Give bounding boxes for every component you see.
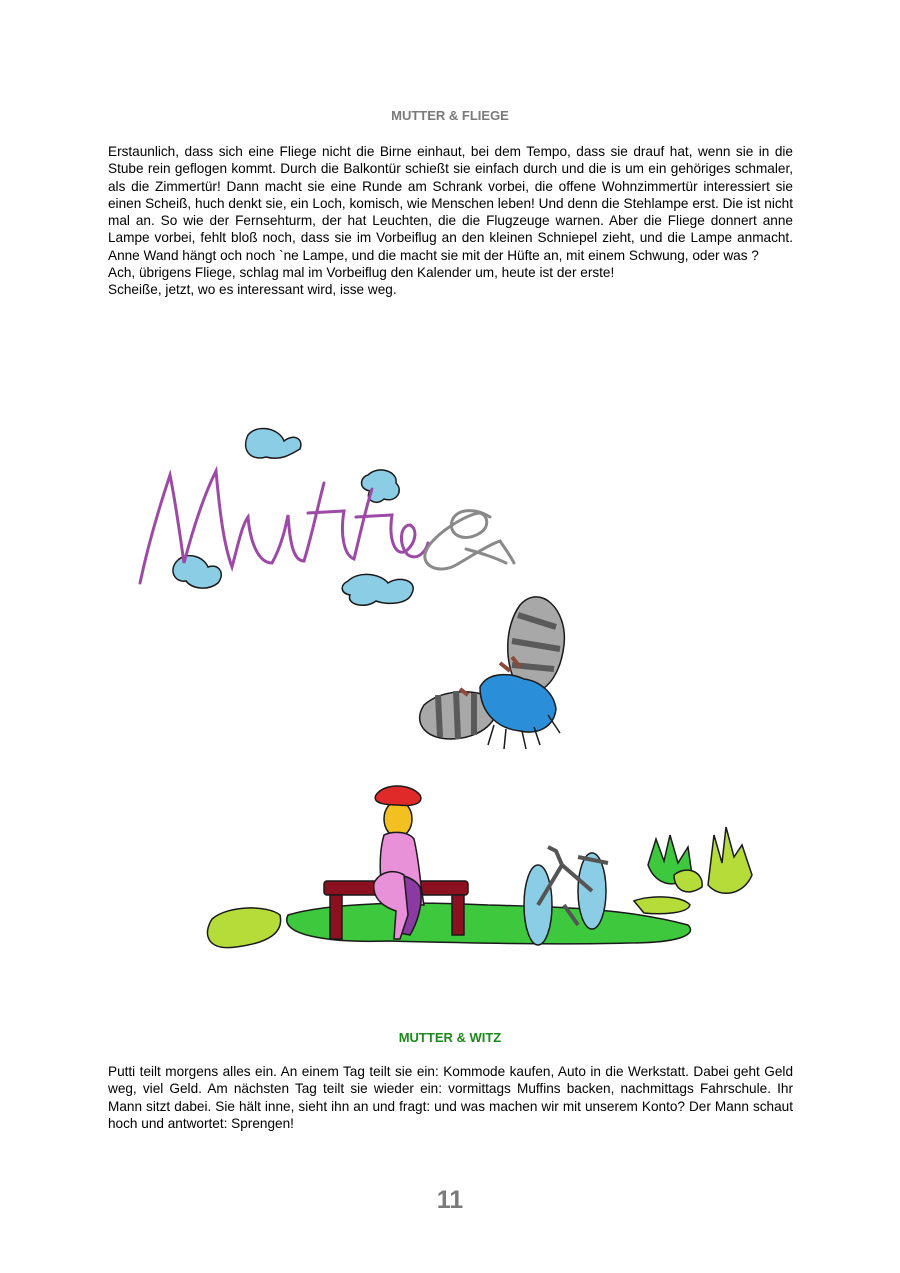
fly-figure [420, 597, 565, 749]
paragraph: Ach, übrigens Fliege, schlag mal im Vorbeiflug den Kalender um, heute ist der erste! [108, 265, 615, 281]
story-title-mutter-witz: MUTTER & WITZ [398, 1030, 502, 1045]
grass-patches [207, 827, 752, 948]
page-number: 11 [436, 1186, 464, 1214]
story-text-mutter-fliege [108, 143, 793, 299]
illustration-mutter-fliege [108, 395, 793, 975]
story-text-mutter-witz: Putti teilt morgens alles ein. An einem Tag teilt sie ein: Kommode kaufen, Auto in die Werkstatt. Dabei geht Geld weg, viel Geld. Am nächsten Tag teilt sie wieder ein: vormittags Muffins backen, nachmittags Fahrschule. Ihr Mann sitzt dabei. Sie hält inne, sieht ihn an und fragt: und was machen wir mit unserem Konto? Der Mann schaut hoch und antwortet: Sprengen! [108, 1064, 793, 1131]
paragraph: Scheiße, jetzt, wo es interessant wird, isse weg. [108, 282, 397, 298]
title-handwriting-text: Mutter & [168, 515, 173, 516]
paragraph: Erstaunlich, dass sich eine Fliege nicht die Birne einhaut, bei dem Tempo, dass sie drauf hat, wenn sie in die Stube rein geflogen kommt. Durch die Balkontür schießt sie einfach durch und die is um ein gehöriges schmaler, als die Zimmertür! Dann macht sie eine Runde am Schrank vorbei, die offene Wohnzimmertür interessiert sie einen Scheiß, huch denkt sie, ein Loch, komisch, wie Menschen leben! Und denn die Stehlampe erst. Die ist nicht mal an. So wie der Fernsehturm, der hat Leuchten, die die Flugzeuge warnen. Aber die Fliege donnert anne Lampe vorbei, fehlt bloß noch, dass sie im Vorbeiflug an den kleinen Schniepel zieht, und die Lampe anmacht. Anne Wand hängt och noch `ne Lampe, und die macht sie mit der Hüfte an, mit einem Schwung, oder was ? [108, 144, 793, 263]
story-title-mutter-fliege: MUTTER & FLIEGE [391, 108, 509, 123]
